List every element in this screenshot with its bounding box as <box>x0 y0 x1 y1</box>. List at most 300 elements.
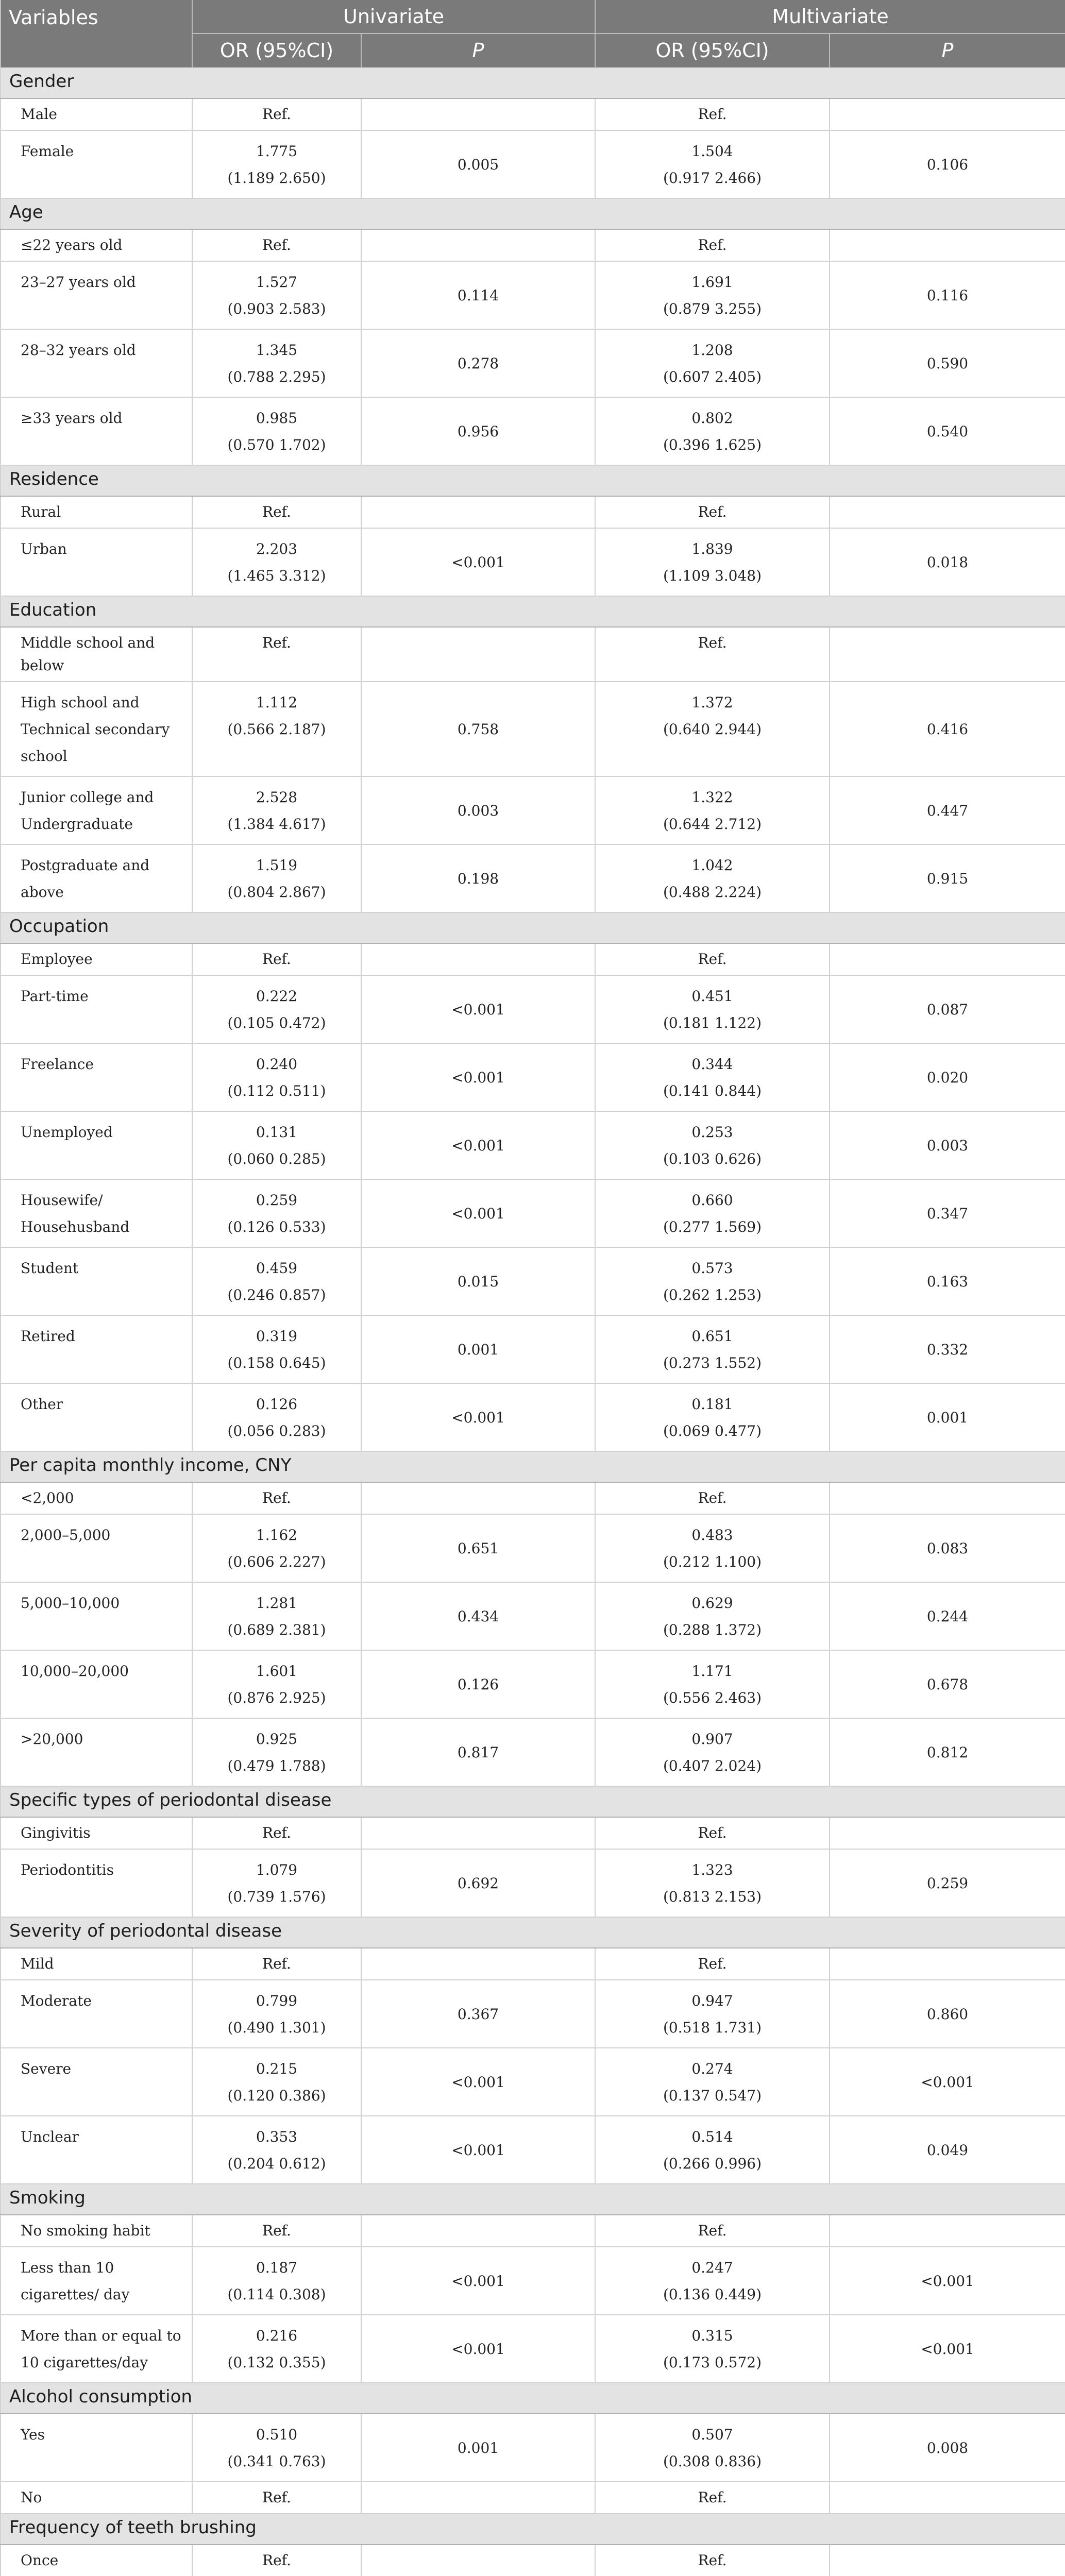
variable-label: Gingivitis <box>1 1817 192 1849</box>
multivariate-ci-value: (0.137 0.547) <box>663 2087 762 2104</box>
multivariate-p-value: 0.860 <box>830 1980 1065 2048</box>
univariate-or-cell <box>192 261 361 329</box>
multivariate-ci-value: (0.556 2.463) <box>663 1689 762 1706</box>
multivariate-or-cell <box>595 397 830 465</box>
univariate-p-value <box>361 2545 595 2576</box>
univariate-p-value <box>361 496 595 528</box>
univariate-p-value: 0.001 <box>361 2414 595 2482</box>
table-row <box>1 2048 1065 2116</box>
variable-label: >20,000 <box>1 1718 192 1786</box>
multivariate-ci-value: (0.141 0.844) <box>663 1082 762 1099</box>
univariate-or-value: Ref. <box>262 1489 291 1506</box>
multivariate-or-value: Ref. <box>698 1489 727 1506</box>
table-row <box>1 98 1065 130</box>
section-title: Occupation <box>1 912 1065 943</box>
table-row <box>1 2247 1065 2315</box>
multivariate-or-cell <box>595 2215 830 2247</box>
multivariate-p-value <box>830 943 1065 975</box>
univariate-or-cell <box>192 2315 361 2383</box>
multivariate-ci-value: (0.488 2.224) <box>663 884 762 901</box>
section-title: Residence <box>1 465 1065 496</box>
univariate-or-cell <box>192 329 361 397</box>
multivariate-p-value: 0.083 <box>830 1514 1065 1582</box>
header-multivariate: Multivariate <box>595 0 1065 33</box>
multivariate-or-value: 1.839 <box>691 540 733 557</box>
univariate-or-value: 0.240 <box>256 1056 298 1073</box>
table-row <box>1 1111 1065 1179</box>
table-row <box>1 2215 1065 2247</box>
variable-label: No <box>1 2482 192 2514</box>
table-row <box>1 1315 1065 1383</box>
univariate-or-cell <box>192 1179 361 1247</box>
variable-label: Female <box>1 130 192 198</box>
table-row <box>1 2116 1065 2184</box>
section-title: Age <box>1 198 1065 229</box>
multivariate-p-value: 0.540 <box>830 397 1065 465</box>
univariate-p-value <box>361 2215 595 2247</box>
multivariate-ci-value: (0.103 0.626) <box>663 1150 762 1167</box>
multivariate-p-value: 0.008 <box>830 2414 1065 2482</box>
table-row <box>1 261 1065 329</box>
multivariate-ci-value: (0.277 1.569) <box>663 1218 762 1235</box>
univariate-or-cell <box>192 2048 361 2116</box>
univariate-or-value: 0.459 <box>256 1260 298 1277</box>
header-row-top <box>1 0 1065 33</box>
multivariate-p-value: 0.332 <box>830 1315 1065 1383</box>
multivariate-ci-value: (0.396 1.625) <box>663 436 762 453</box>
variable-label: Freelance <box>1 1043 192 1111</box>
univariate-p-value: 0.126 <box>361 1650 595 1718</box>
multivariate-p-value: <0.001 <box>830 2247 1065 2315</box>
multivariate-p-value: 0.259 <box>830 1849 1065 1917</box>
univariate-or-cell <box>192 943 361 975</box>
univariate-ci-value: (0.114 0.308) <box>227 2286 326 2303</box>
univariate-p-value: 0.114 <box>361 261 595 329</box>
multivariate-or-value: 0.507 <box>691 2426 733 2443</box>
variable-label: Unemployed <box>1 1111 192 1179</box>
multivariate-or-value: 0.315 <box>691 2327 733 2344</box>
multivariate-p-value <box>830 2545 1065 2576</box>
variable-label: No smoking habit <box>1 2215 192 2247</box>
multivariate-ci-value: (0.879 3.255) <box>663 300 762 317</box>
univariate-p-value: 0.005 <box>361 130 595 198</box>
multivariate-or-value: 0.274 <box>691 2060 733 2077</box>
univariate-ci-value: (0.490 1.301) <box>227 2019 326 2036</box>
univariate-or-value: 1.345 <box>256 342 298 359</box>
multivariate-p-value: 0.116 <box>830 261 1065 329</box>
univariate-p-value <box>361 943 595 975</box>
univariate-or-value: Ref. <box>262 503 291 520</box>
multivariate-p-value: 0.020 <box>830 1043 1065 1111</box>
multivariate-or-value: Ref. <box>698 951 727 968</box>
section-header-row <box>1 1917 1065 1948</box>
univariate-or-cell <box>192 1247 361 1315</box>
header-multivariate-or: OR (95%CI) <box>595 33 830 67</box>
univariate-p-value: <0.001 <box>361 2116 595 2184</box>
multivariate-or-cell <box>595 2116 830 2184</box>
multivariate-or-value: 0.573 <box>691 1260 733 1277</box>
multivariate-or-cell <box>595 1849 830 1917</box>
univariate-or-cell <box>192 2482 361 2514</box>
multivariate-or-value: 1.372 <box>691 694 733 711</box>
univariate-ci-value: (0.479 1.788) <box>227 1757 326 1774</box>
variable-label: Unclear <box>1 2116 192 2184</box>
univariate-p-value: 0.758 <box>361 682 595 776</box>
multivariate-ci-value: (0.607 2.405) <box>663 368 762 385</box>
multivariate-or-value: 1.322 <box>691 789 733 806</box>
multivariate-ci-value: (0.262 1.253) <box>663 1286 762 1303</box>
univariate-or-cell <box>192 397 361 465</box>
section-title: Specific types of periodontal disease <box>1 1786 1065 1817</box>
univariate-or-cell <box>192 1849 361 1917</box>
variable-label: <2,000 <box>1 1482 192 1514</box>
section-title: Education <box>1 596 1065 627</box>
table-row <box>1 1247 1065 1315</box>
multivariate-p-value: 0.447 <box>830 776 1065 844</box>
multivariate-p-value <box>830 1482 1065 1514</box>
multivariate-p-value <box>830 2482 1065 2514</box>
univariate-or-value: Ref. <box>262 236 291 253</box>
univariate-ci-value: (0.246 0.857) <box>227 1286 326 1303</box>
table-row <box>1 1482 1065 1514</box>
univariate-or-cell <box>192 844 361 912</box>
multivariate-p-value: 0.003 <box>830 1111 1065 1179</box>
multivariate-or-cell <box>595 682 830 776</box>
multivariate-or-value: 0.802 <box>691 410 733 427</box>
univariate-or-value: Ref. <box>262 1824 291 1841</box>
univariate-ci-value: (0.120 0.386) <box>227 2087 326 2104</box>
univariate-ci-value: (0.788 2.295) <box>227 368 326 385</box>
multivariate-or-cell <box>595 2414 830 2482</box>
univariate-or-value: 0.319 <box>256 1328 298 1345</box>
univariate-or-cell <box>192 1948 361 1980</box>
table-body <box>1 67 1065 2576</box>
table-row <box>1 1718 1065 1786</box>
univariate-p-value: 0.367 <box>361 1980 595 2048</box>
univariate-p-value <box>361 2482 595 2514</box>
table-row <box>1 1948 1065 1980</box>
section-header-row <box>1 596 1065 627</box>
univariate-ci-value: (0.341 0.763) <box>227 2453 326 2470</box>
univariate-or-cell <box>192 682 361 776</box>
multivariate-or-cell <box>595 943 830 975</box>
multivariate-or-value: Ref. <box>698 2552 727 2569</box>
variable-label: Severe <box>1 2048 192 2116</box>
multivariate-or-value: Ref. <box>698 503 727 520</box>
header-univariate-or: OR (95%CI) <box>192 33 361 67</box>
variable-label: Part-time <box>1 975 192 1043</box>
multivariate-ci-value: (0.212 1.100) <box>663 1553 762 1570</box>
multivariate-ci-value: (0.917 2.466) <box>663 170 762 187</box>
univariate-ci-value: (0.060 0.285) <box>227 1150 326 1167</box>
multivariate-or-cell <box>595 261 830 329</box>
univariate-or-value: Ref. <box>262 2489 291 2506</box>
table-row <box>1 2482 1065 2514</box>
multivariate-p-value: 0.049 <box>830 2116 1065 2184</box>
univariate-ci-value: (1.465 3.312) <box>227 567 326 584</box>
univariate-ci-value: (0.689 2.381) <box>227 1621 326 1638</box>
multivariate-p-value: 0.347 <box>830 1179 1065 1247</box>
univariate-or-cell <box>192 1111 361 1179</box>
multivariate-p-value <box>830 1817 1065 1849</box>
multivariate-or-cell <box>595 1980 830 2048</box>
univariate-or-value: 0.510 <box>256 2426 298 2443</box>
header-variables: Variables <box>1 0 192 67</box>
variable-label: Moderate <box>1 1980 192 2048</box>
univariate-or-cell <box>192 2247 361 2315</box>
univariate-p-value: <0.001 <box>361 1111 595 1179</box>
univariate-p-value <box>361 1817 595 1849</box>
univariate-p-value: 0.692 <box>361 1849 595 1917</box>
univariate-p-value: <0.001 <box>361 975 595 1043</box>
univariate-p-value: <0.001 <box>361 1383 595 1451</box>
variable-label: Rural <box>1 496 192 528</box>
table-row <box>1 1514 1065 1582</box>
multivariate-or-value: 0.629 <box>691 1595 733 1612</box>
univariate-p-value: 0.278 <box>361 329 595 397</box>
variable-label: High school and Technical secondary school <box>1 682 192 776</box>
table-row <box>1 528 1065 596</box>
univariate-or-cell <box>192 528 361 596</box>
univariate-p-value: 0.956 <box>361 397 595 465</box>
table-row <box>1 1849 1065 1917</box>
multivariate-or-cell <box>595 975 830 1043</box>
variable-label: Less than 10 cigarettes/ day <box>1 2247 192 2315</box>
multivariate-or-value: 0.907 <box>691 1731 733 1748</box>
univariate-or-cell <box>192 1980 361 2048</box>
multivariate-or-cell <box>595 1383 830 1451</box>
univariate-ci-value: (0.739 1.576) <box>227 1888 326 1905</box>
multivariate-or-cell <box>595 130 830 198</box>
univariate-or-value: 0.222 <box>256 988 298 1005</box>
univariate-or-value: 1.775 <box>256 143 298 160</box>
multivariate-or-value: 0.247 <box>691 2259 733 2276</box>
multivariate-or-cell <box>595 1315 830 1383</box>
univariate-or-value: 1.601 <box>256 1663 298 1680</box>
multivariate-p-value: 0.678 <box>830 1650 1065 1718</box>
multivariate-ci-value: (0.273 1.552) <box>663 1354 762 1371</box>
header-multivariate-p: P <box>830 33 1065 67</box>
table-row <box>1 627 1065 682</box>
section-header-row <box>1 1786 1065 1817</box>
univariate-or-value: Ref. <box>262 2222 291 2239</box>
multivariate-or-value: 0.181 <box>691 1396 733 1413</box>
table-row <box>1 943 1065 975</box>
univariate-p-value: <0.001 <box>361 2315 595 2383</box>
univariate-or-cell <box>192 130 361 198</box>
multivariate-ci-value: (0.069 0.477) <box>663 1422 762 1439</box>
multivariate-ci-value: (0.813 2.153) <box>663 1888 762 1905</box>
multivariate-or-cell <box>595 1482 830 1514</box>
section-header-row <box>1 2514 1065 2545</box>
multivariate-or-cell <box>595 1043 830 1111</box>
section-title: Per capita monthly income, CNY <box>1 1451 1065 1482</box>
multivariate-or-value: Ref. <box>698 236 727 253</box>
univariate-or-cell <box>192 1514 361 1582</box>
table-row <box>1 1817 1065 1849</box>
univariate-p-value <box>361 627 595 682</box>
table-row <box>1 1980 1065 2048</box>
section-title: Frequency of teeth brushing <box>1 2514 1065 2545</box>
multivariate-p-value <box>830 496 1065 528</box>
multivariate-or-value: Ref. <box>698 2489 727 2506</box>
univariate-or-cell <box>192 1482 361 1514</box>
table-row <box>1 1383 1065 1451</box>
univariate-or-value: 0.799 <box>256 1992 298 2009</box>
univariate-ci-value: (1.384 4.617) <box>227 816 326 833</box>
univariate-or-value: Ref. <box>262 951 291 968</box>
univariate-or-cell <box>192 2545 361 2576</box>
multivariate-or-cell <box>595 776 830 844</box>
univariate-or-value: Ref. <box>262 106 291 123</box>
multivariate-p-value: 0.244 <box>830 1582 1065 1650</box>
header-univariate: Univariate <box>192 0 595 33</box>
univariate-or-cell <box>192 1043 361 1111</box>
multivariate-or-value: 0.344 <box>691 1056 733 1073</box>
variable-label: 23–27 years old <box>1 261 192 329</box>
multivariate-or-value: 1.691 <box>691 274 733 291</box>
multivariate-p-value <box>830 1948 1065 1980</box>
variable-label: Student <box>1 1247 192 1315</box>
multivariate-or-cell <box>595 2482 830 2514</box>
table-row <box>1 844 1065 912</box>
univariate-ci-value: (0.903 2.583) <box>227 300 326 317</box>
univariate-ci-value: (0.056 0.283) <box>227 1422 326 1439</box>
variable-label: Male <box>1 98 192 130</box>
multivariate-or-cell <box>595 2315 830 2383</box>
multivariate-ci-value: (0.173 0.572) <box>663 2354 762 2371</box>
univariate-or-value: 1.519 <box>256 857 298 874</box>
variable-label: Postgraduate and above <box>1 844 192 912</box>
univariate-p-value: <0.001 <box>361 528 595 596</box>
variable-label: Middle school and below <box>1 627 192 682</box>
multivariate-ci-value: (0.288 1.372) <box>663 1621 762 1638</box>
univariate-p-value: <0.001 <box>361 1043 595 1111</box>
table-row <box>1 229 1065 261</box>
univariate-or-cell <box>192 1817 361 1849</box>
multivariate-ci-value: (0.407 2.024) <box>663 1757 762 1774</box>
multivariate-or-value: 1.042 <box>691 857 733 874</box>
univariate-p-value: 0.198 <box>361 844 595 912</box>
section-header-row <box>1 1451 1065 1482</box>
univariate-or-cell <box>192 1383 361 1451</box>
variable-label: 2,000–5,000 <box>1 1514 192 1582</box>
multivariate-p-value <box>830 627 1065 682</box>
table-row <box>1 1582 1065 1650</box>
multivariate-p-value: 0.416 <box>830 682 1065 776</box>
section-header-row <box>1 912 1065 943</box>
multivariate-or-cell <box>595 1817 830 1849</box>
multivariate-or-cell <box>595 2545 830 2576</box>
multivariate-or-cell <box>595 2048 830 2116</box>
multivariate-or-value: 0.253 <box>691 1124 733 1141</box>
univariate-ci-value: (0.158 0.645) <box>227 1354 326 1371</box>
univariate-p-value: <0.001 <box>361 2048 595 2116</box>
multivariate-p-value: 0.087 <box>830 975 1065 1043</box>
table-row <box>1 496 1065 528</box>
multivariate-ci-value: (0.136 0.449) <box>663 2286 762 2303</box>
multivariate-or-value: 1.504 <box>691 143 733 160</box>
univariate-p-value: <0.001 <box>361 1179 595 1247</box>
univariate-or-cell <box>192 229 361 261</box>
univariate-ci-value: (0.570 1.702) <box>227 436 326 453</box>
univariate-or-value: 1.281 <box>256 1595 298 1612</box>
univariate-or-cell <box>192 2414 361 2482</box>
multivariate-or-cell <box>595 1514 830 1582</box>
univariate-p-value: 0.434 <box>361 1582 595 1650</box>
univariate-or-value: 0.353 <box>256 2128 298 2145</box>
univariate-or-value: 1.162 <box>256 1527 298 1544</box>
multivariate-p-value: 0.018 <box>830 528 1065 596</box>
variable-label: More than or equal to 10 cigarettes/day <box>1 2315 192 2383</box>
univariate-or-value: 0.215 <box>256 2060 298 2077</box>
multivariate-ci-value: (0.518 1.731) <box>663 2019 762 2036</box>
multivariate-or-cell <box>595 496 830 528</box>
univariate-or-value: 0.985 <box>256 410 298 427</box>
univariate-ci-value: (0.876 2.925) <box>227 1689 326 1706</box>
table-row <box>1 2414 1065 2482</box>
multivariate-ci-value: (0.644 2.712) <box>663 816 762 833</box>
univariate-or-value: 1.112 <box>256 694 298 711</box>
univariate-p-value <box>361 98 595 130</box>
multivariate-or-value: Ref. <box>698 106 727 123</box>
variable-label: Once <box>1 2545 192 2576</box>
multivariate-or-cell <box>595 329 830 397</box>
variable-label: Urban <box>1 528 192 596</box>
univariate-or-cell <box>192 2116 361 2184</box>
variable-label: Other <box>1 1383 192 1451</box>
table-row <box>1 2315 1065 2383</box>
multivariate-p-value: 0.812 <box>830 1718 1065 1786</box>
multivariate-p-value: 0.915 <box>830 844 1065 912</box>
univariate-or-cell <box>192 2215 361 2247</box>
table-row <box>1 397 1065 465</box>
multivariate-or-value: 0.651 <box>691 1328 733 1345</box>
multivariate-or-value: 1.171 <box>691 1663 733 1680</box>
multivariate-or-value: 0.483 <box>691 1527 733 1544</box>
multivariate-or-value: 1.323 <box>691 1861 733 1878</box>
table-row <box>1 776 1065 844</box>
section-title: Smoking <box>1 2184 1065 2215</box>
multivariate-or-cell <box>595 2247 830 2315</box>
univariate-ci-value: (0.204 0.612) <box>227 2155 326 2172</box>
univariate-or-cell <box>192 627 361 682</box>
univariate-p-value: 0.015 <box>361 1247 595 1315</box>
section-header-row <box>1 465 1065 496</box>
multivariate-or-value: 0.514 <box>691 2128 733 2145</box>
header-univariate-p: P <box>361 33 595 67</box>
variable-label: Periodontitis <box>1 1849 192 1917</box>
univariate-or-value: Ref. <box>262 634 291 651</box>
multivariate-or-value: Ref. <box>698 1955 727 1972</box>
table-row <box>1 1650 1065 1718</box>
section-title: Gender <box>1 67 1065 98</box>
multivariate-or-cell <box>595 627 830 682</box>
variable-label: Retired <box>1 1315 192 1383</box>
univariate-or-cell <box>192 1650 361 1718</box>
multivariate-ci-value: (1.109 3.048) <box>663 567 762 584</box>
multivariate-or-value: 1.208 <box>691 342 733 359</box>
multivariate-p-value: 0.163 <box>830 1247 1065 1315</box>
univariate-or-value: 0.259 <box>256 1192 298 1209</box>
univariate-or-cell <box>192 496 361 528</box>
table-row <box>1 329 1065 397</box>
univariate-ci-value: (0.105 0.472) <box>227 1014 326 1031</box>
table-row <box>1 682 1065 776</box>
univariate-p-value: 0.001 <box>361 1315 595 1383</box>
multivariate-or-cell <box>595 844 830 912</box>
univariate-ci-value: (1.189 2.650) <box>227 170 326 187</box>
